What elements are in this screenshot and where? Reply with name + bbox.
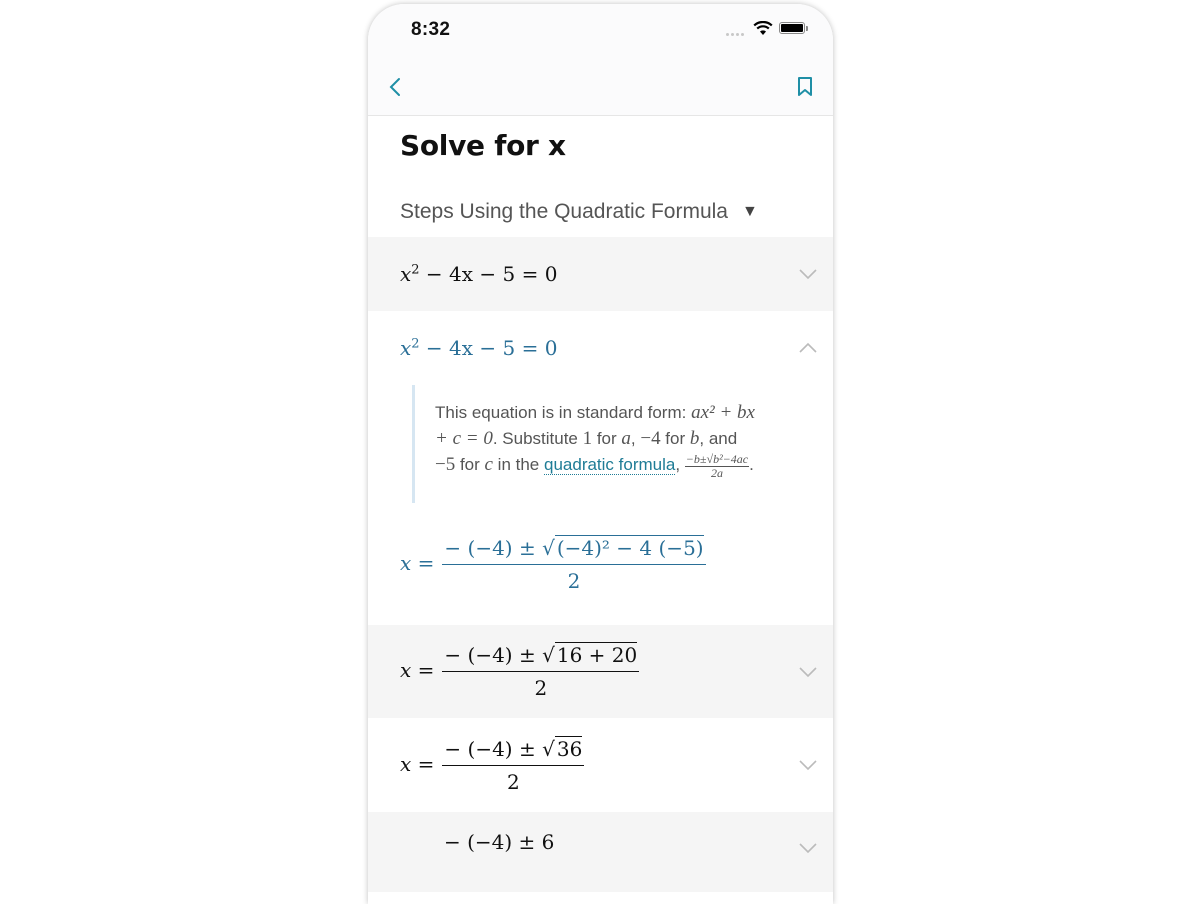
- step-equation: x = $\frac{- (-4) \pm √ 36}{2}$: [400, 736, 583, 794]
- status-bar: [368, 4, 833, 58]
- battery-icon: [779, 22, 805, 34]
- status-time: 8:32: [411, 19, 451, 40]
- step-equation: $x^2 - 4x - 5 = 0$: [400, 262, 558, 286]
- step-row[interactable]: [368, 812, 833, 892]
- chevron-down-icon[interactable]: [799, 268, 817, 280]
- method-label: Steps Using the Quadratic Formula: [400, 200, 728, 223]
- chevron-down-icon[interactable]: [799, 666, 817, 678]
- result-equation: x = $\frac{\text{− (−4) ± √ (−4)² − 4 (−5)}}{2}$: [400, 535, 704, 593]
- nav-bar: [368, 58, 833, 116]
- chevron-down-icon[interactable]: [799, 759, 817, 771]
- battery-tip: [806, 26, 808, 31]
- cellular-signal-icon: [726, 33, 744, 36]
- back-chevron-icon[interactable]: [386, 76, 406, 98]
- page-title: Solve for x: [400, 129, 566, 162]
- chevron-down-icon[interactable]: [799, 842, 817, 854]
- step-equation: − (−4) ± 6: [444, 830, 555, 854]
- step-equation: $x^2 - 4x - 5 = 0$: [400, 336, 558, 360]
- quadratic-formula-link[interactable]: quadratic formula: [544, 455, 676, 474]
- step-result: [368, 503, 833, 625]
- step-equation: x = $\frac{- (-4) \pm √ 16 + 20}{2}$: [400, 643, 638, 700]
- method-dropdown[interactable]: [368, 173, 833, 237]
- dropdown-triangle-icon: ▼: [741, 203, 758, 220]
- step-row[interactable]: [368, 625, 833, 718]
- wifi-icon: [753, 21, 773, 36]
- formula-fraction: $\frac{\text{−b±√b²−4ac}}{2a}$: [685, 451, 749, 480]
- phone-frame: [368, 4, 833, 904]
- bookmark-icon[interactable]: [796, 76, 814, 98]
- step-row[interactable]: [368, 237, 833, 311]
- step-row[interactable]: [368, 718, 833, 812]
- step-explanation: This equation is in standard form: ax² + bx + c = 0. Substitute 1 for a, −4 for b, and −5 for c in the quadratic formula, $\frac{\text{−b±√b²−4ac}}{2a}$ .: [412, 385, 782, 503]
- step-row-expanded[interactable]: [368, 311, 833, 385]
- chevron-up-icon[interactable]: [799, 342, 817, 354]
